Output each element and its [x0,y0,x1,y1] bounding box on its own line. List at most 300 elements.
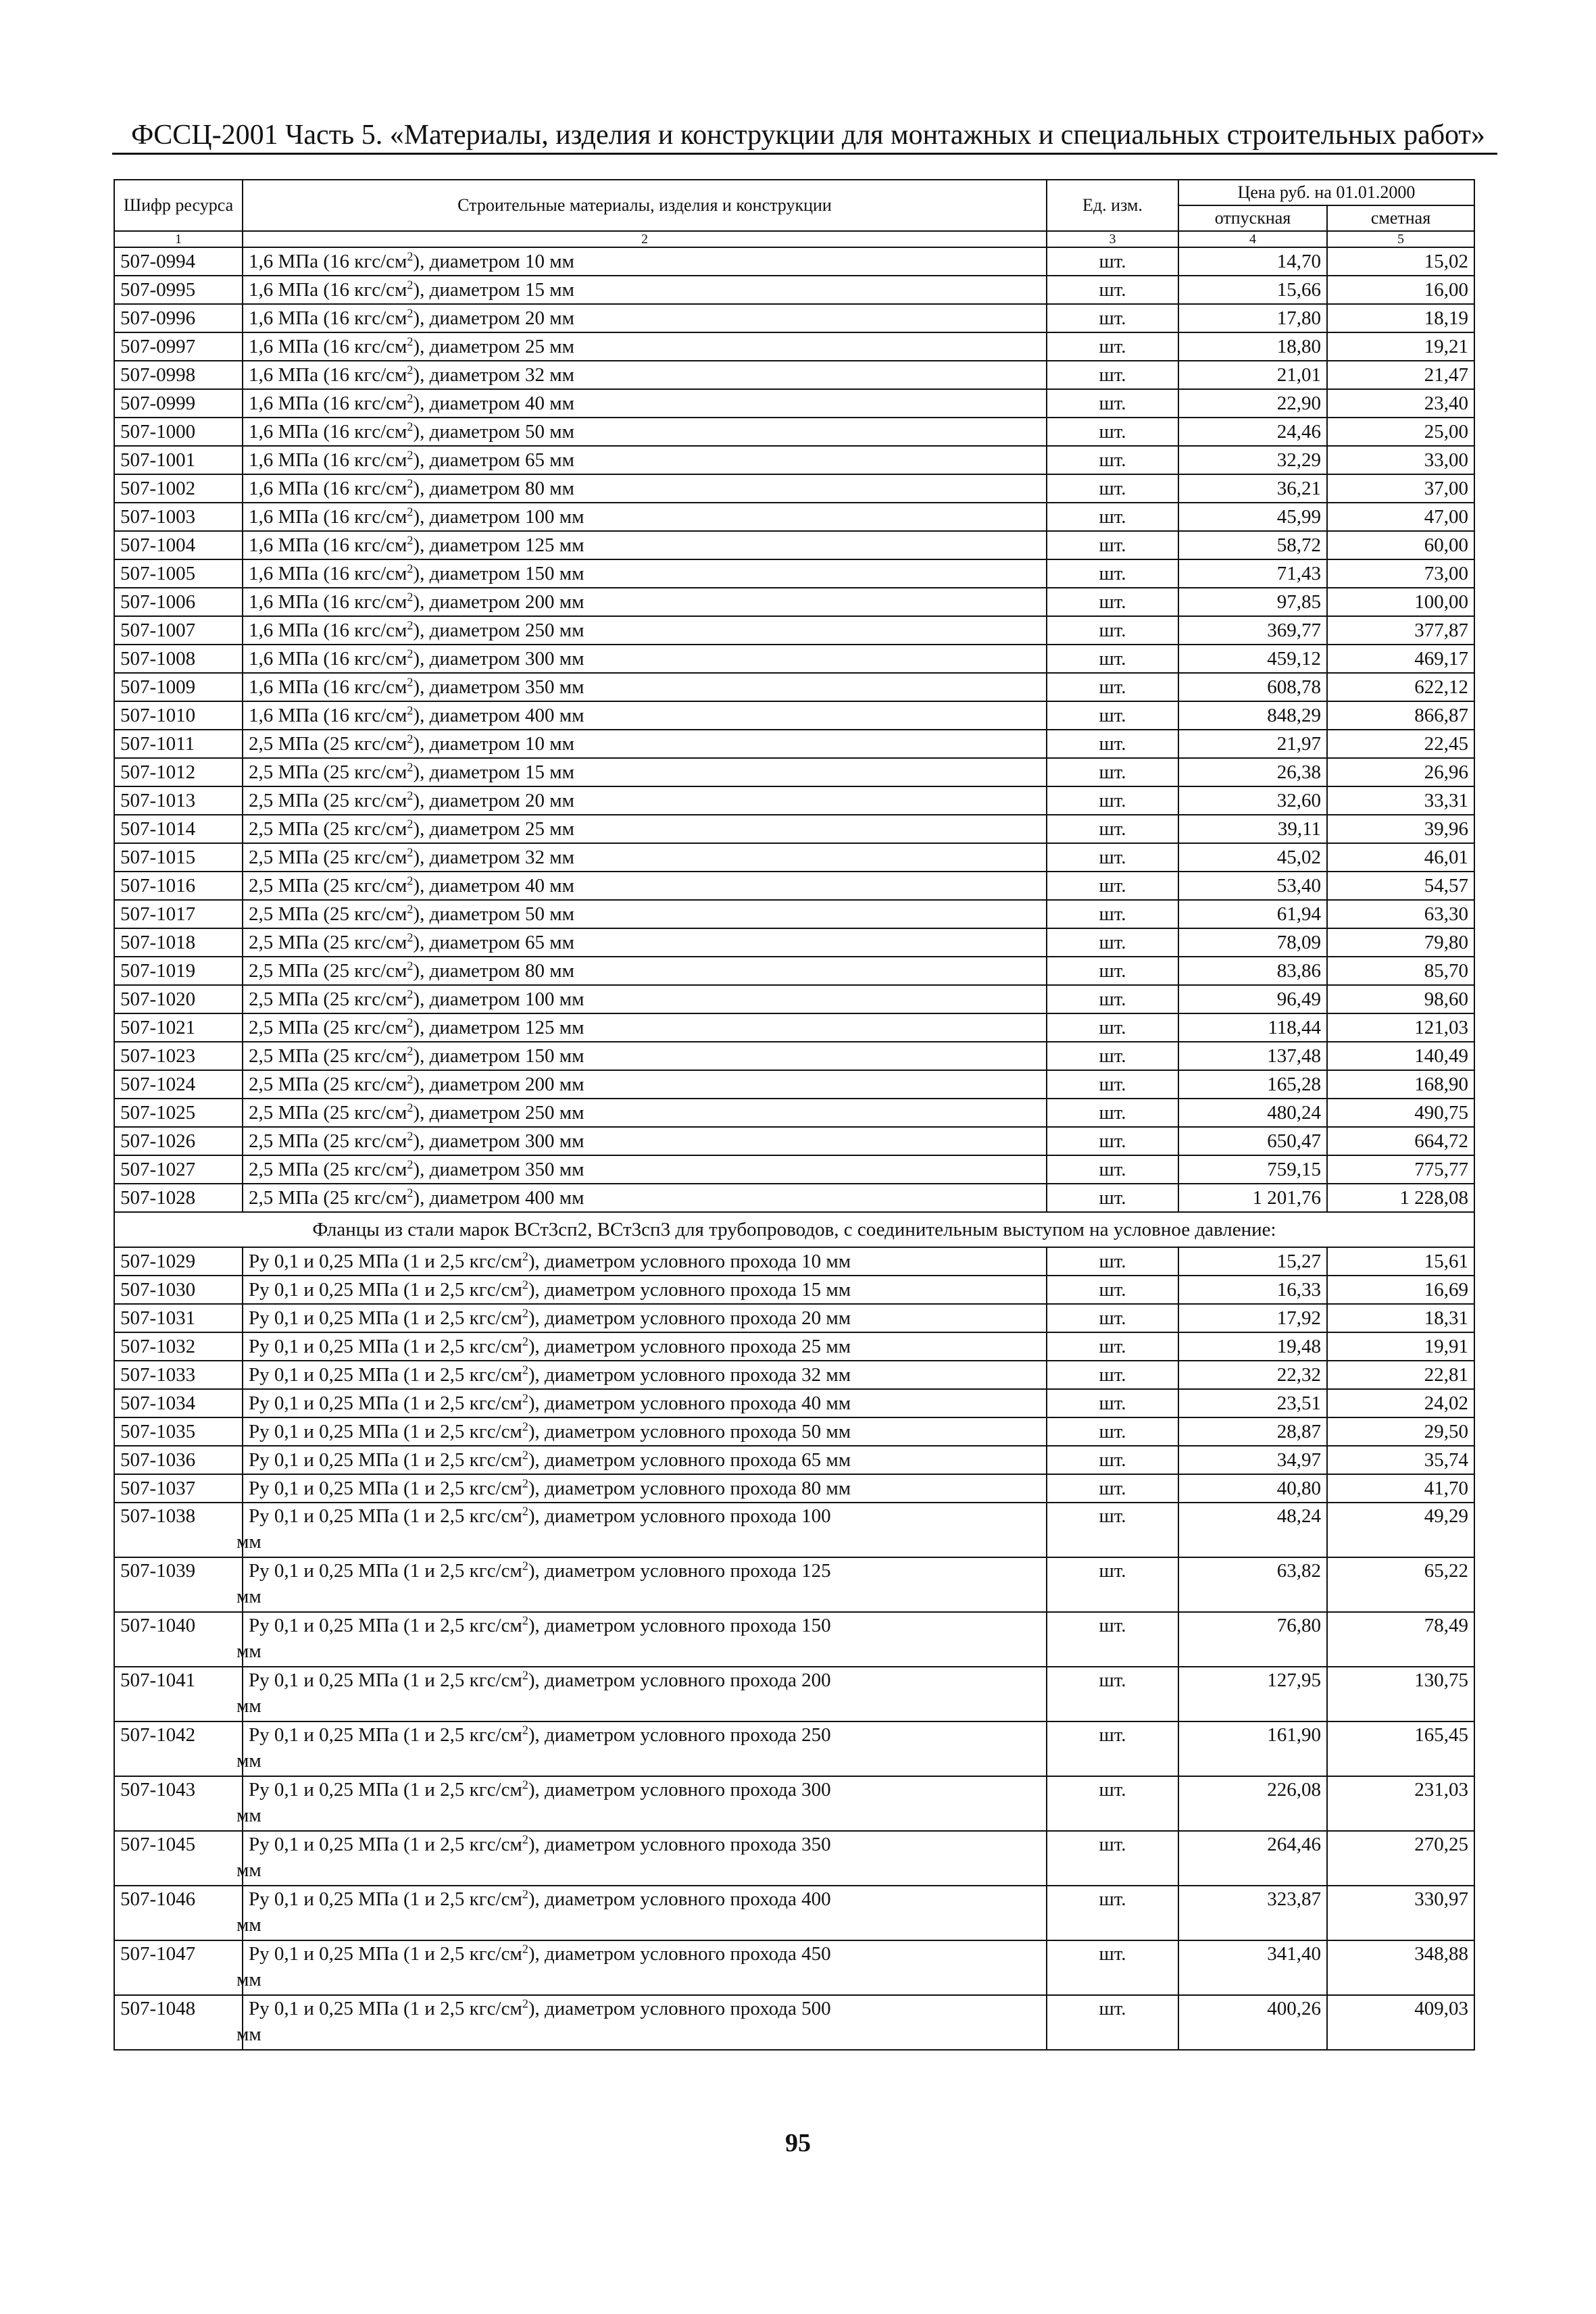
description-text: 1,6 МПа (16 кгс/см [249,506,407,528]
description-text: ), диаметром 25 мм [413,336,574,357]
description-text: ), диаметром 20 мм [413,307,574,329]
row-unit: шт. [1047,701,1178,730]
description-text: ), диаметром 125 мм [413,534,584,556]
table-row [114,1184,1474,1212]
table-row [114,985,1474,1013]
row-code: 507-1046 [114,1886,243,1940]
description-line [249,1832,1041,1857]
description-text: Ру 0,1 и 0,25 МПа (1 и 2,5 кгс/см [249,1834,522,1855]
column-number: 5 [1327,231,1474,247]
description-tail: мм [236,1859,261,1881]
row-unit: шт. [1047,1099,1178,1127]
row-description [243,815,1047,843]
row-description [243,957,1047,985]
description-text: ), диаметром условного прохода 40 мм [528,1392,851,1414]
unit-exponent: 2 [407,420,414,434]
row-unit: шт. [1047,332,1178,361]
row-price-release: 83,86 [1178,957,1327,985]
row-price-estimate: 65,22 [1327,1557,1474,1612]
row-unit: шт. [1047,503,1178,531]
table-row [114,1361,1474,1389]
row-price-release: 24,46 [1178,418,1327,446]
description-text: Ру 0,1 и 0,25 МПа (1 и 2,5 кгс/см [249,1724,522,1746]
row-code: 507-0997 [114,332,243,361]
row-code: 507-1036 [114,1446,243,1474]
row-price-estimate: 33,00 [1327,446,1474,474]
row-description [243,1332,1047,1361]
row-unit: шт. [1047,1042,1178,1070]
description-text: 1,6 МПа (16 кгс/см [249,676,407,698]
description-text: 2,5 МПа (25 кгс/см [249,1159,407,1180]
row-unit: шт. [1047,900,1178,928]
description-text: Ру 0,1 и 0,25 МПа (1 и 2,5 кгс/см [249,1251,522,1272]
row-price-estimate: 35,74 [1327,1446,1474,1474]
row-price-release: 53,40 [1178,872,1327,900]
row-unit: шт. [1047,616,1178,645]
table-row [114,616,1474,645]
column-number: 4 [1178,231,1327,247]
unit-exponent: 2 [407,788,414,803]
table-row [114,1276,1474,1304]
row-price-release: 39,11 [1178,815,1327,843]
unit-exponent: 2 [407,1129,414,1143]
row-description [236,1503,1047,1557]
row-price-estimate: 622,12 [1327,673,1474,701]
row-price-estimate: 16,69 [1327,1276,1474,1304]
description-text: ), диаметром условного прохода 32 мм [528,1364,851,1386]
row-description [243,588,1047,616]
row-price-estimate: 78,49 [1327,1612,1474,1667]
description-line [249,702,1041,729]
row-code: 507-1039 [114,1557,243,1612]
description-text: ), диаметром 350 мм [413,1159,584,1180]
row-description [243,559,1047,588]
row-price-estimate: 63,30 [1327,900,1474,928]
description-text: ), диаметром условного прохода 450 [528,1943,831,1965]
description-text: ), диаметром условного прохода 50 мм [528,1421,851,1442]
description-tail: мм [236,1586,261,1607]
table-body-flanges [114,1247,1474,1503]
row-price-estimate: 15,02 [1327,247,1474,276]
row-unit: шт. [1047,559,1178,588]
row-price-estimate: 26,96 [1327,758,1474,786]
description-line [249,1071,1041,1098]
row-code: 507-1029 [114,1247,243,1276]
row-code: 507-1033 [114,1361,243,1389]
description-text: 2,5 МПа (25 кгс/см [249,733,407,755]
row-unit: шт. [1047,474,1178,503]
row-description [243,276,1047,304]
row-description [243,1417,1047,1446]
row-code: 507-1014 [114,815,243,843]
description-text: ), диаметром 200 мм [413,1074,584,1095]
section-title: Фланцы из стали марок ВСт3сп2, ВСт3сп3 для трубопроводов, с соединительным выступом на условное давление: [114,1212,1474,1247]
description-text: Ру 0,1 и 0,25 МПа (1 и 2,5 кгс/см [249,1307,522,1329]
table-row [114,1042,1474,1070]
row-unit: шт. [1047,247,1178,276]
unit-exponent: 2 [407,817,414,831]
row-price-release: 48,24 [1178,1503,1327,1557]
row-unit: шт. [1047,1361,1178,1389]
row-price-estimate: 73,00 [1327,559,1474,588]
row-price-release: 17,92 [1178,1304,1327,1332]
unit-exponent: 2 [522,1334,528,1349]
description-text: ), диаметром условного прохода 25 мм [528,1336,851,1357]
unit-exponent: 2 [407,959,414,973]
row-description [236,1940,1047,1995]
table-row [114,389,1474,418]
description-text: 2,5 МПа (25 кгс/см [249,1130,407,1152]
description-text: ), диаметром условного прохода 80 мм [528,1478,851,1499]
description-text: ), диаметром 125 мм [413,1017,584,1038]
row-price-estimate: 18,19 [1327,304,1474,332]
row-price-estimate: 100,00 [1327,588,1474,616]
row-price-estimate: 46,01 [1327,843,1474,872]
description-line [249,929,1041,956]
description-text: 1,6 МПа (16 кгс/см [249,364,407,386]
column-header-price-group: Цена руб. на 01.01.2000 [1178,180,1474,205]
row-description [243,1474,1047,1503]
row-price-estimate: 47,00 [1327,503,1474,531]
column-number: 3 [1047,231,1178,247]
description-line [249,1184,1041,1211]
row-price-release: 1 201,76 [1178,1184,1327,1212]
row-price-release: 459,12 [1178,645,1327,673]
table-row [114,1013,1474,1042]
description-text: 1,6 МПа (16 кгс/см [249,478,407,499]
row-unit: шт. [1047,1389,1178,1417]
description-tail: мм [236,2023,261,2045]
description-text: 2,5 МПа (25 кгс/см [249,818,407,840]
description-text: Ру 0,1 и 0,25 МПа (1 и 2,5 кгс/см [249,1669,522,1691]
row-price-release: 15,27 [1178,1247,1327,1276]
row-price-estimate: 165,45 [1327,1721,1474,1776]
description-text: Ру 0,1 и 0,25 МПа (1 и 2,5 кгс/см [249,1392,522,1414]
description-text: 2,5 МПа (25 кгс/см [249,875,407,897]
table-row [114,588,1474,616]
table-row [114,361,1474,389]
row-code: 507-1037 [114,1474,243,1503]
description-text: ), диаметром 40 мм [413,875,574,897]
row-unit: шт. [1047,446,1178,474]
row-unit: шт. [1047,730,1178,758]
row-price-estimate: 24,02 [1327,1389,1474,1417]
unit-exponent: 2 [522,1832,528,1846]
unit-exponent: 2 [407,845,414,859]
description-text: 1,6 МПа (16 кгс/см [249,393,407,414]
description-text: ), диаметром условного прохода 15 мм [528,1279,851,1301]
description-line [249,248,1041,275]
unit-exponent: 2 [522,1306,528,1320]
description-text: 1,6 МПа (16 кгс/см [249,307,407,329]
row-description [243,1070,1047,1099]
row-price-release: 22,90 [1178,389,1327,418]
row-price-estimate: 490,75 [1327,1099,1474,1127]
description-line [249,276,1041,303]
unit-exponent: 2 [407,1157,414,1172]
row-price-release: 21,01 [1178,361,1327,389]
description-line [249,1276,1041,1303]
row-description [243,1446,1047,1474]
description-text: ), диаметром 200 мм [413,591,584,613]
row-description [236,1557,1047,1612]
description-line [249,815,1041,842]
description-text: 2,5 МПа (25 кгс/см [249,847,407,868]
row-code: 507-1019 [114,957,243,985]
description-text: ), диаметром условного прохода 125 [528,1560,831,1582]
unit-exponent: 2 [407,874,414,888]
row-unit: шт. [1047,304,1178,332]
table-row [114,872,1474,900]
table-row [114,758,1474,786]
row-unit: шт. [1047,1474,1178,1503]
row-unit: шт. [1047,928,1178,957]
row-price-release: 40,80 [1178,1474,1327,1503]
description-line [249,1941,1041,1967]
row-price-estimate: 22,81 [1327,1361,1474,1389]
row-description [236,1776,1047,1831]
description-text: 2,5 МПа (25 кгс/см [249,1187,407,1209]
row-code: 507-1024 [114,1070,243,1099]
row-description [236,1667,1047,1721]
row-code: 507-0998 [114,361,243,389]
unit-exponent: 2 [407,391,414,405]
description-text: ), диаметром 10 мм [413,733,574,755]
description-text: ), диаметром условного прохода 400 [528,1888,831,1910]
table-row [114,503,1474,531]
table-row [114,1831,1474,1886]
row-code: 507-1047 [114,1940,243,1995]
table-row [114,1446,1474,1474]
row-description [243,332,1047,361]
column-number: 1 [114,231,243,247]
row-price-release: 63,82 [1178,1557,1327,1612]
row-price-estimate: 79,80 [1327,928,1474,957]
row-unit: шт. [1047,1721,1178,1776]
description-text: 2,5 МПа (25 кгс/см [249,960,407,982]
table-row [114,1099,1474,1127]
row-price-estimate: 330,97 [1327,1886,1474,1940]
unit-exponent: 2 [407,278,414,292]
table-row [114,1667,1474,1721]
table-row [114,730,1474,758]
row-price-estimate: 130,75 [1327,1667,1474,1721]
row-description [243,786,1047,815]
unit-exponent: 2 [522,1723,528,1737]
description-text: ), диаметром 400 мм [413,1187,584,1209]
unit-exponent: 2 [522,1448,528,1462]
row-price-estimate: 41,70 [1327,1474,1474,1503]
row-code: 507-1004 [114,531,243,559]
row-price-estimate: 377,87 [1327,616,1474,645]
row-unit: шт. [1047,957,1178,985]
row-code: 507-1007 [114,616,243,645]
description-tail: мм [236,1695,261,1717]
table-row [114,559,1474,588]
description-text: ), диаметром 10 мм [413,251,574,272]
description-text: Ру 0,1 и 0,25 МПа (1 и 2,5 кгс/см [249,1336,522,1357]
description-text: 1,6 МПа (16 кгс/см [249,591,407,613]
row-price-release: 97,85 [1178,588,1327,616]
description-text: ), диаметром 32 мм [413,847,574,868]
row-price-estimate: 409,03 [1327,1995,1474,2050]
row-description [243,1184,1047,1212]
description-text: ), диаметром 15 мм [413,279,574,301]
row-price-release: 28,87 [1178,1417,1327,1446]
table-row [114,332,1474,361]
row-price-estimate: 19,91 [1327,1332,1474,1361]
row-unit: шт. [1047,1013,1178,1042]
row-code: 507-1027 [114,1155,243,1184]
row-description [243,1389,1047,1417]
row-code: 507-1031 [114,1304,243,1332]
row-price-estimate: 775,77 [1327,1155,1474,1184]
row-price-estimate: 22,45 [1327,730,1474,758]
description-line [249,1558,1041,1584]
row-price-estimate: 21,47 [1327,361,1474,389]
description-line [249,1014,1041,1041]
row-code: 507-1002 [114,474,243,503]
row-price-release: 78,09 [1178,928,1327,957]
row-price-estimate: 16,00 [1327,276,1474,304]
description-text: ), диаметром 150 мм [413,1045,584,1067]
row-price-release: 759,15 [1178,1155,1327,1184]
row-unit: шт. [1047,673,1178,701]
row-price-release: 34,97 [1178,1446,1327,1474]
row-price-release: 480,24 [1178,1099,1327,1127]
table-row [114,843,1474,872]
description-text: ), диаметром условного прохода 350 [528,1834,831,1855]
row-code: 507-1028 [114,1184,243,1212]
row-price-estimate: 866,87 [1327,701,1474,730]
unit-exponent: 2 [407,1186,414,1200]
row-unit: шт. [1047,1417,1178,1446]
description-text: 1,6 МПа (16 кгс/см [249,336,407,357]
row-unit: шт. [1047,1446,1178,1474]
row-price-estimate: 1 228,08 [1327,1184,1474,1212]
unit-exponent: 2 [522,1476,528,1490]
description-text: 2,5 МПа (25 кгс/см [249,1017,407,1038]
description-text: ), диаметром 32 мм [413,364,574,386]
description-line [249,645,1041,672]
row-price-release: 32,29 [1178,446,1327,474]
table-row [114,1155,1474,1184]
row-description [243,843,1047,872]
description-line [249,1777,1041,1803]
description-text: ), диаметром 300 мм [413,1130,584,1152]
description-text: Ру 0,1 и 0,25 МПа (1 и 2,5 кгс/см [249,1998,522,2019]
row-code: 507-1010 [114,701,243,730]
description-line [249,617,1041,644]
description-text: 1,6 МПа (16 кгс/см [249,620,407,641]
description-text: ), диаметром 15 мм [413,761,574,783]
description-text: 2,5 МПа (25 кгс/см [249,903,407,925]
description-line [249,560,1041,587]
description-line [249,1248,1041,1275]
description-tail: мм [236,1805,261,1826]
description-text: 2,5 МПа (25 кгс/см [249,761,407,783]
row-code: 507-1015 [114,843,243,872]
unit-exponent: 2 [522,1504,528,1518]
row-description [243,673,1047,701]
row-unit: шт. [1047,872,1178,900]
description-text: 1,6 МПа (16 кгс/см [249,449,407,471]
unit-exponent: 2 [407,703,414,718]
unit-exponent: 2 [522,1391,528,1405]
description-text: ), диаметром 100 мм [413,506,584,528]
row-price-release: 96,49 [1178,985,1327,1013]
unit-exponent: 2 [407,505,414,519]
row-code: 507-1006 [114,588,243,616]
column-number-row [114,231,1474,247]
row-price-release: 45,02 [1178,843,1327,872]
row-price-estimate: 98,60 [1327,985,1474,1013]
row-price-release: 21,97 [1178,730,1327,758]
table-row [114,1776,1474,1831]
table-row [114,1332,1474,1361]
description-text: ), диаметром условного прохода 300 [528,1779,831,1801]
row-unit: шт. [1047,786,1178,815]
row-description [243,1247,1047,1276]
description-text: ), диаметром 350 мм [413,676,584,698]
row-description [243,1013,1047,1042]
row-price-release: 369,77 [1178,616,1327,645]
description-line [249,844,1041,871]
row-unit: шт. [1047,1184,1178,1212]
description-text: Ру 0,1 и 0,25 МПа (1 и 2,5 кгс/см [249,1364,522,1386]
row-price-estimate: 664,72 [1327,1127,1474,1155]
row-price-release: 264,46 [1178,1831,1327,1886]
description-line [249,418,1041,445]
row-price-release: 36,21 [1178,474,1327,503]
row-price-estimate: 33,31 [1327,786,1474,815]
row-price-estimate: 231,03 [1327,1776,1474,1831]
row-price-release: 400,26 [1178,1995,1327,2050]
description-tail: мм [236,1914,261,1936]
table-row [114,247,1474,276]
description-line [249,1156,1041,1183]
row-description [236,1831,1047,1886]
description-text: Ру 0,1 и 0,25 МПа (1 и 2,5 кгс/см [249,1449,522,1471]
row-price-release: 15,66 [1178,276,1327,304]
row-code: 507-1008 [114,645,243,673]
row-price-estimate: 37,00 [1327,474,1474,503]
description-line [249,305,1041,332]
row-description [243,503,1047,531]
description-text: ), диаметром 150 мм [413,563,584,584]
row-code: 507-0994 [114,247,243,276]
row-description [236,1995,1047,2050]
description-line [249,503,1041,530]
row-code: 507-1021 [114,1013,243,1042]
table-body-pressure [114,247,1474,1212]
row-unit: шт. [1047,531,1178,559]
unit-exponent: 2 [407,930,414,945]
description-line [249,901,1041,928]
row-description [243,645,1047,673]
description-line [249,1886,1041,1912]
table-row [114,1474,1474,1503]
description-text: ), диаметром 80 мм [413,478,574,499]
row-price-estimate: 140,49 [1327,1042,1474,1070]
description-line [249,1333,1041,1360]
unit-exponent: 2 [407,448,414,462]
description-line [249,447,1041,474]
row-price-release: 71,43 [1178,559,1327,588]
row-description [243,1304,1047,1332]
row-code: 507-0999 [114,389,243,418]
description-text: Ру 0,1 и 0,25 МПа (1 и 2,5 кгс/см [249,1560,522,1582]
